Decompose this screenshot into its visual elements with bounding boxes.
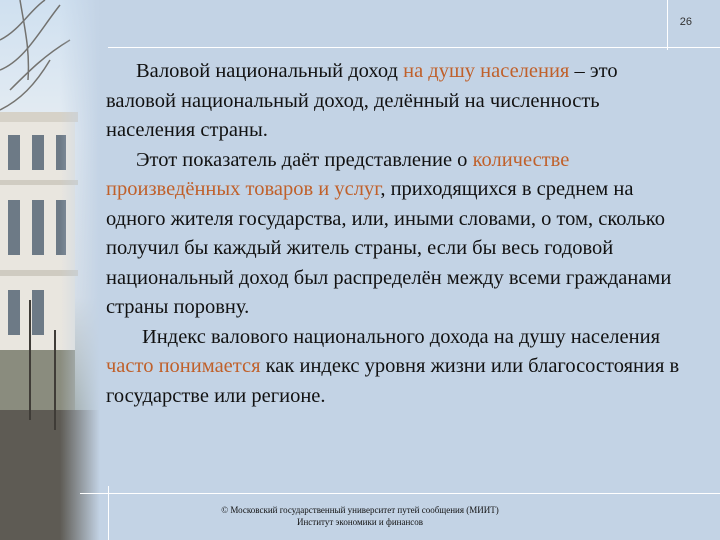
text: как индекс уровня жизни или благосостояния в государстве или регионе. (106, 355, 680, 407)
slide-body (106, 57, 686, 411)
bottom-divider (80, 493, 720, 494)
footer-copyright: © Московский государственный университет путей сообщения (МИИТ) (221, 505, 499, 515)
top-divider (108, 47, 720, 48)
text: , приходящихся в среднем на одного жителя государства, или, иными словами, о том, сколько получил бы каждый житель страны, если бы весь годовой национальный доход был распределён между всеми гражданами страны поровну. (106, 178, 672, 318)
top-right-vertical-line (667, 0, 668, 50)
photo-fade (60, 0, 100, 540)
text: – это валовой национальный доход, делённый на численность населения страны. (106, 60, 618, 141)
text: Этот показатель даёт представление о (136, 148, 473, 171)
bottom-left-vertical-line (108, 486, 109, 540)
paragraph-definition (106, 57, 686, 146)
highlighted-text: на душу населения (403, 60, 570, 82)
footer-institute: Институт экономики и финансов (296, 517, 424, 527)
slide-number: 26 (679, 16, 692, 28)
footer (160, 504, 560, 528)
text: Индекс валового национального дохода на душу населения (142, 325, 660, 348)
highlighted-text: количестве произведённых товаров и услуг (106, 148, 570, 200)
paragraph-explanation (106, 146, 686, 323)
highlighted-text: часто понимается (106, 355, 261, 377)
text: Валовой национальный доход (136, 60, 404, 82)
paragraph-index (106, 323, 686, 412)
